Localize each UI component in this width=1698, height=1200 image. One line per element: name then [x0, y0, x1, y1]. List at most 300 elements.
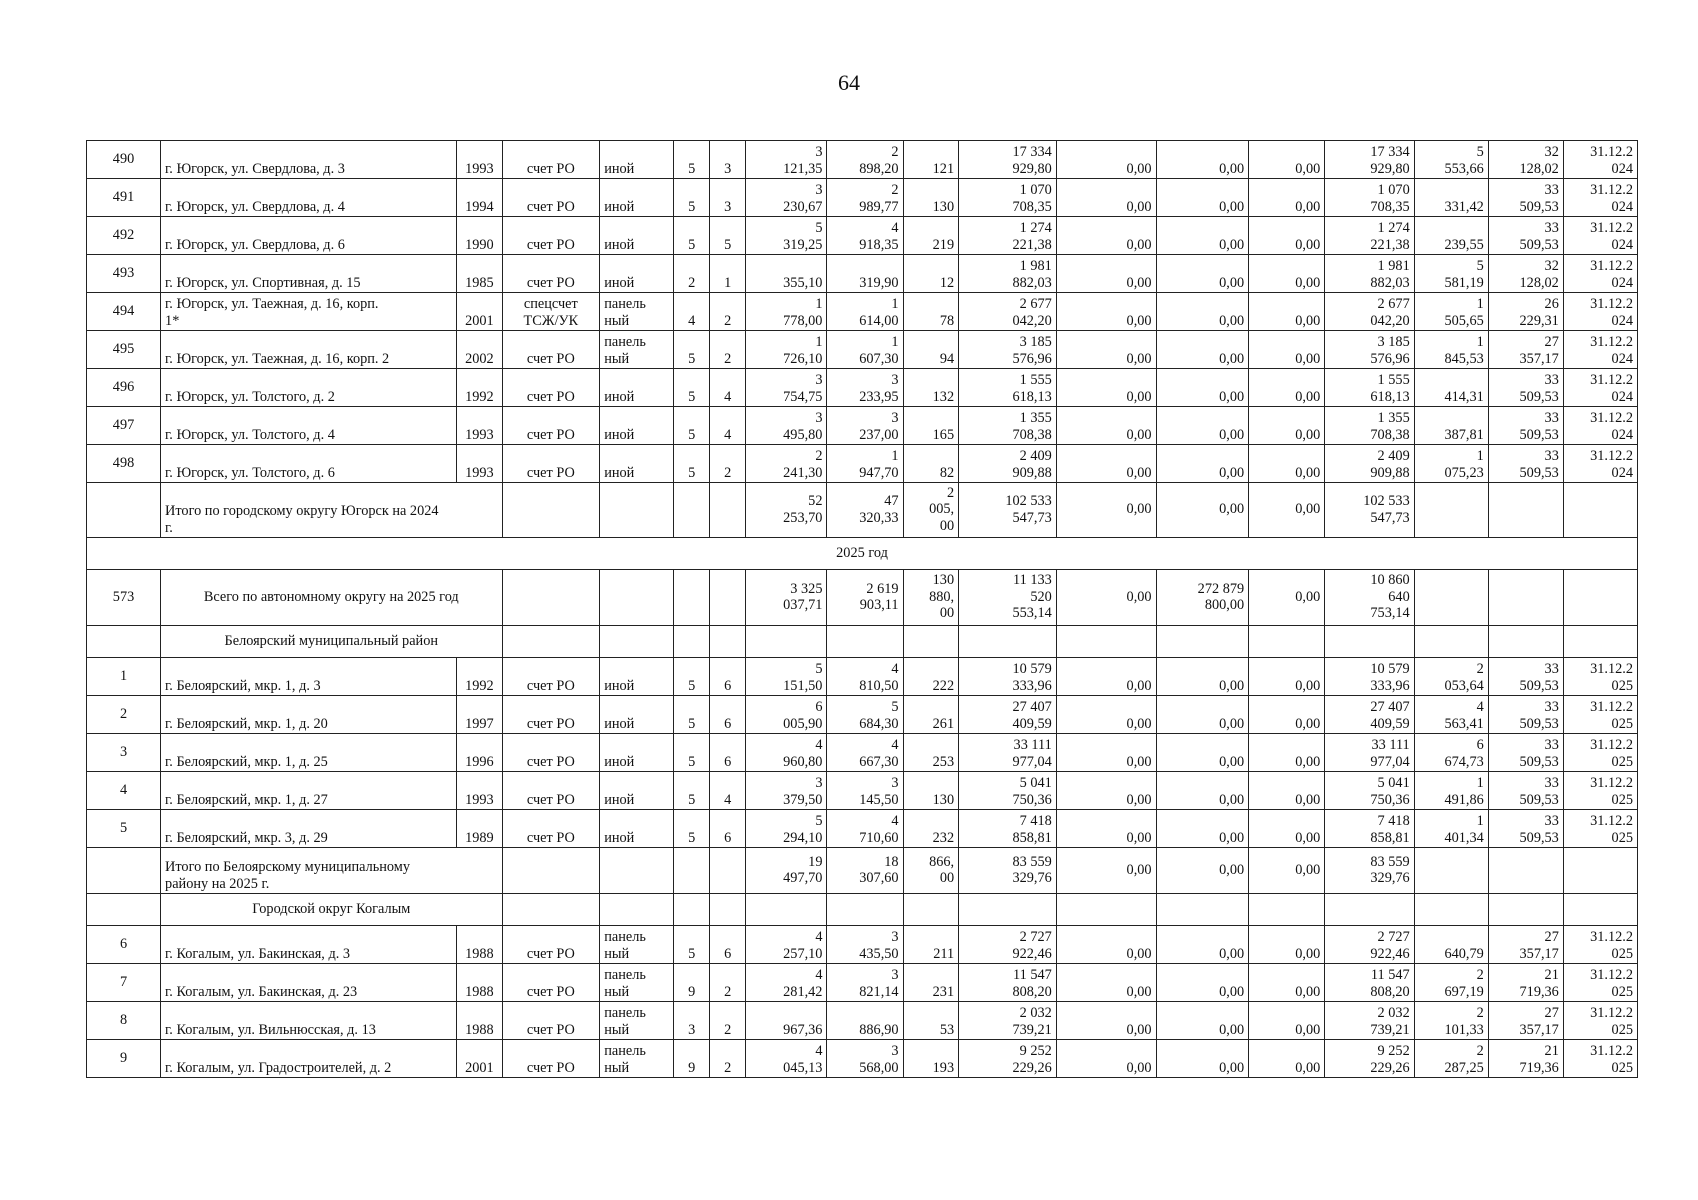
empty-cell [1249, 894, 1325, 926]
residents-cell: 866, 00 [903, 848, 959, 894]
total-area-cell: 4 281,42 [746, 964, 827, 1002]
floors-cell: 2 [674, 255, 710, 293]
year-cell: 1992 [457, 369, 502, 407]
entrances-cell: 2 [710, 964, 746, 1002]
year-cell: 1993 [457, 445, 502, 483]
total-area-cell: 3 230,67 [746, 179, 827, 217]
completion-date-cell: 31.12.2 024 [1563, 331, 1637, 369]
empty-cell [1156, 626, 1249, 658]
cost-total-cell: 1 555 618,13 [959, 369, 1057, 407]
fund-cell: 0,00 [1056, 445, 1156, 483]
section-header-row [87, 894, 1638, 926]
empty-cell [1563, 626, 1637, 658]
account-type-cell: счет РО [502, 369, 600, 407]
cost-total-cell: 11 133 520 553,14 [959, 570, 1057, 626]
floors-cell: 4 [674, 293, 710, 331]
table-row [87, 179, 1638, 217]
total-area-cell: 1 778,00 [746, 293, 827, 331]
section-header-row [87, 626, 1638, 658]
table-row [87, 141, 1638, 179]
cost-total-cell: 2 409 909,88 [959, 445, 1057, 483]
living-area-cell: 4 710,60 [827, 810, 903, 848]
living-area-cell: 5 684,30 [827, 696, 903, 734]
empty-cell [710, 483, 746, 538]
address-cell: г. Югорск, ул. Толстого, д. 2 [161, 369, 457, 407]
empty-cell [674, 483, 710, 538]
specific-cost-cell: 1 401,34 [1414, 810, 1488, 848]
completion-date-cell: 31.12.2 024 [1563, 293, 1637, 331]
table-body [87, 141, 1638, 1078]
address-cell: г. Югорск, ул. Таежная, д. 16, корп. 1* [161, 293, 457, 331]
year-cell: 1985 [457, 255, 502, 293]
address-cell: г. Когалым, ул. Градостроителей, д. 2 [161, 1040, 457, 1078]
living-area-cell: 886,90 [827, 1002, 903, 1040]
empty-cell [674, 626, 710, 658]
max-cost-cell: 27 357,17 [1488, 331, 1563, 369]
local-budget-cell: 0,00 [1249, 848, 1325, 894]
completion-date-cell: 31.12.2 025 [1563, 926, 1637, 964]
empty-cell [600, 848, 674, 894]
cost-total-cell: 1 981 882,03 [959, 255, 1057, 293]
fund-cell: 0,00 [1056, 407, 1156, 445]
account-type-cell: счет РО [502, 810, 600, 848]
wall-material-cell: панель ный [600, 926, 674, 964]
owners-funds-cell: 2 409 909,88 [1325, 445, 1414, 483]
row-number: 496 [87, 369, 161, 407]
table-row [87, 1002, 1638, 1040]
total-area-cell: 5 294,10 [746, 810, 827, 848]
floors-cell: 5 [674, 772, 710, 810]
max-cost-cell: 33 509,53 [1488, 407, 1563, 445]
total-area-cell: 6 005,90 [746, 696, 827, 734]
empty-cell [1488, 894, 1563, 926]
address-cell: г. Югорск, ул. Свердлова, д. 3 [161, 141, 457, 179]
floors-cell: 5 [674, 658, 710, 696]
cost-total-cell: 1 355 708,38 [959, 407, 1057, 445]
owners-funds-cell: 9 252 229,26 [1325, 1040, 1414, 1078]
completion-date-cell: 31.12.2 024 [1563, 255, 1637, 293]
empty-cell [710, 570, 746, 626]
total-area-cell: 4 960,80 [746, 734, 827, 772]
table-row [87, 445, 1638, 483]
empty-cell [1249, 626, 1325, 658]
wall-material-cell: иной [600, 369, 674, 407]
entrances-cell: 6 [710, 696, 746, 734]
entrances-cell: 3 [710, 179, 746, 217]
table-row [87, 810, 1638, 848]
floors-cell: 5 [674, 407, 710, 445]
entrances-cell: 4 [710, 772, 746, 810]
living-area-cell: 4 918,35 [827, 217, 903, 255]
total-area-cell: 19 497,70 [746, 848, 827, 894]
local-budget-cell: 0,00 [1249, 483, 1325, 538]
year-heading: 2025 год [87, 538, 1638, 570]
account-type-cell: счет РО [502, 964, 600, 1002]
wall-material-cell: панель ный [600, 964, 674, 1002]
page-number: 64 [838, 70, 860, 95]
account-type-cell: счет РО [502, 331, 600, 369]
fund-cell: 0,00 [1056, 483, 1156, 538]
owners-funds-cell: 5 041 750,36 [1325, 772, 1414, 810]
floors-cell: 5 [674, 926, 710, 964]
owners-funds-cell: 1 355 708,38 [1325, 407, 1414, 445]
year-cell: 2001 [457, 293, 502, 331]
living-area-cell: 3 568,00 [827, 1040, 903, 1078]
empty-cell [1056, 626, 1156, 658]
max-cost-cell: 33 509,53 [1488, 217, 1563, 255]
completion-date-cell: 31.12.2 024 [1563, 141, 1637, 179]
wall-material-cell: иной [600, 179, 674, 217]
cost-total-cell: 11 547 808,20 [959, 964, 1057, 1002]
total-area-cell: 355,10 [746, 255, 827, 293]
completion-date-cell: 31.12.2 025 [1563, 810, 1637, 848]
address-cell: г. Югорск, ул. Свердлова, д. 4 [161, 179, 457, 217]
budget-cell: 0,00 [1156, 483, 1249, 538]
completion-date-cell: 31.12.2 025 [1563, 734, 1637, 772]
max-cost-cell: 21 719,36 [1488, 964, 1563, 1002]
specific-cost-cell: 331,42 [1414, 179, 1488, 217]
residents-cell: 219 [903, 217, 959, 255]
year-cell: 1988 [457, 964, 502, 1002]
residents-cell: 132 [903, 369, 959, 407]
completion-date-cell: 31.12.2 024 [1563, 369, 1637, 407]
local-budget-cell: 0,00 [1249, 331, 1325, 369]
max-cost-cell: 33 509,53 [1488, 696, 1563, 734]
okrug-total-label: Всего по автономному округу на 2025 год [161, 570, 502, 626]
budget-cell: 0,00 [1156, 1002, 1249, 1040]
account-type-cell: счет РО [502, 141, 600, 179]
empty-cell [674, 848, 710, 894]
cost-total-cell: 17 334 929,80 [959, 141, 1057, 179]
entrances-cell: 6 [710, 810, 746, 848]
specific-cost-cell: 6 674,73 [1414, 734, 1488, 772]
address-cell: г. Белоярский, мкр. 1, д. 27 [161, 772, 457, 810]
fund-cell: 0,00 [1056, 293, 1156, 331]
address-cell: г. Когалым, ул. Вильнюсская, д. 13 [161, 1002, 457, 1040]
budget-cell: 0,00 [1156, 293, 1249, 331]
row-number: 7 [87, 964, 161, 1002]
living-area-cell: 1 947,70 [827, 445, 903, 483]
living-area-cell: 1 607,30 [827, 331, 903, 369]
fund-cell: 0,00 [1056, 1002, 1156, 1040]
owners-funds-cell: 7 418 858,81 [1325, 810, 1414, 848]
fund-cell: 0,00 [1056, 217, 1156, 255]
specific-cost-cell: 1 075,23 [1414, 445, 1488, 483]
entrances-cell: 5 [710, 217, 746, 255]
floors-cell: 5 [674, 179, 710, 217]
max-cost-cell: 33 509,53 [1488, 810, 1563, 848]
empty-cell [674, 570, 710, 626]
table-row [87, 369, 1638, 407]
empty-cell [710, 626, 746, 658]
entrances-cell: 6 [710, 734, 746, 772]
empty-cell [1563, 894, 1637, 926]
owners-funds-cell: 11 547 808,20 [1325, 964, 1414, 1002]
specific-cost-cell: 2 697,19 [1414, 964, 1488, 1002]
cost-total-cell: 1 274 221,38 [959, 217, 1057, 255]
wall-material-cell: иной [600, 407, 674, 445]
table-row [87, 217, 1638, 255]
residents-cell: 12 [903, 255, 959, 293]
max-cost-cell: 21 719,36 [1488, 1040, 1563, 1078]
local-budget-cell: 0,00 [1249, 658, 1325, 696]
budget-cell: 0,00 [1156, 217, 1249, 255]
row-number: 573 [87, 570, 161, 626]
owners-funds-cell: 102 533 547,73 [1325, 483, 1414, 538]
year-cell: 1996 [457, 734, 502, 772]
owners-funds-cell: 83 559 329,76 [1325, 848, 1414, 894]
empty-cell [1414, 626, 1488, 658]
empty-cell [1563, 848, 1637, 894]
empty-cell [502, 626, 600, 658]
entrances-cell: 2 [710, 1002, 746, 1040]
max-cost-cell: 26 229,31 [1488, 293, 1563, 331]
owners-funds-cell: 27 407 409,59 [1325, 696, 1414, 734]
empty-cell [87, 848, 161, 894]
living-area-cell: 1 614,00 [827, 293, 903, 331]
local-budget-cell: 0,00 [1249, 293, 1325, 331]
account-type-cell: счет РО [502, 926, 600, 964]
cost-total-cell: 3 185 576,96 [959, 331, 1057, 369]
empty-cell [87, 626, 161, 658]
wall-material-cell: панель ный [600, 331, 674, 369]
living-area-cell: 3 145,50 [827, 772, 903, 810]
account-type-cell: счет РО [502, 734, 600, 772]
table-row [87, 1040, 1638, 1078]
cost-total-cell: 5 041 750,36 [959, 772, 1057, 810]
fund-cell: 0,00 [1056, 696, 1156, 734]
local-budget-cell: 0,00 [1249, 1040, 1325, 1078]
capital-repair-register-table [86, 140, 1638, 1078]
address-cell: г. Югорск, ул. Свердлова, д. 6 [161, 217, 457, 255]
cost-total-cell: 102 533 547,73 [959, 483, 1057, 538]
completion-date-cell: 31.12.2 025 [1563, 696, 1637, 734]
residents-cell: 211 [903, 926, 959, 964]
entrances-cell: 4 [710, 369, 746, 407]
cost-total-cell: 7 418 858,81 [959, 810, 1057, 848]
table-row [87, 734, 1638, 772]
cost-total-cell: 2 727 922,46 [959, 926, 1057, 964]
year-cell: 1989 [457, 810, 502, 848]
empty-cell [959, 894, 1057, 926]
empty-cell [1414, 570, 1488, 626]
specific-cost-cell: 414,31 [1414, 369, 1488, 407]
floors-cell: 9 [674, 1040, 710, 1078]
account-type-cell: счет РО [502, 217, 600, 255]
residents-cell: 232 [903, 810, 959, 848]
living-area-cell: 3 237,00 [827, 407, 903, 445]
address-cell: г. Югорск, ул. Толстого, д. 4 [161, 407, 457, 445]
wall-material-cell: иной [600, 696, 674, 734]
entrances-cell: 6 [710, 658, 746, 696]
living-area-cell: 2 619 903,11 [827, 570, 903, 626]
completion-date-cell: 31.12.2 024 [1563, 445, 1637, 483]
local-budget-cell: 0,00 [1249, 1002, 1325, 1040]
owners-funds-cell: 17 334 929,80 [1325, 141, 1414, 179]
living-area-cell: 3 821,14 [827, 964, 903, 1002]
budget-cell: 0,00 [1156, 810, 1249, 848]
budget-cell: 0,00 [1156, 255, 1249, 293]
specific-cost-cell: 5 553,66 [1414, 141, 1488, 179]
local-budget-cell: 0,00 [1249, 810, 1325, 848]
specific-cost-cell: 2 101,33 [1414, 1002, 1488, 1040]
total-area-cell: 3 121,35 [746, 141, 827, 179]
budget-cell: 0,00 [1156, 1040, 1249, 1078]
budget-cell: 0,00 [1156, 179, 1249, 217]
completion-date-cell: 31.12.2 025 [1563, 1040, 1637, 1078]
specific-cost-cell: 2 287,25 [1414, 1040, 1488, 1078]
subtotal-label: Итого по Белоярскому муниципальному району на 2025 г. [161, 848, 502, 894]
empty-cell [1414, 894, 1488, 926]
year-cell: 2001 [457, 1040, 502, 1078]
budget-cell: 0,00 [1156, 445, 1249, 483]
budget-cell: 0,00 [1156, 734, 1249, 772]
entrances-cell: 2 [710, 331, 746, 369]
owners-funds-cell: 33 111 977,04 [1325, 734, 1414, 772]
fund-cell: 0,00 [1056, 964, 1156, 1002]
row-number: 3 [87, 734, 161, 772]
subtotal-label: Итого по городскому округу Югорск на 2024 г. [161, 483, 502, 538]
floors-cell: 5 [674, 141, 710, 179]
empty-cell [1056, 894, 1156, 926]
year-heading-row [87, 538, 1638, 570]
residents-cell: 231 [903, 964, 959, 1002]
owners-funds-cell: 3 185 576,96 [1325, 331, 1414, 369]
row-number: 490 [87, 141, 161, 179]
local-budget-cell: 0,00 [1249, 964, 1325, 1002]
max-cost-cell: 33 509,53 [1488, 369, 1563, 407]
budget-cell: 0,00 [1156, 369, 1249, 407]
residents-cell: 2 005, 00 [903, 483, 959, 538]
table-row [87, 964, 1638, 1002]
empty-cell [903, 894, 959, 926]
max-cost-cell: 27 357,17 [1488, 926, 1563, 964]
owners-funds-cell: 1 274 221,38 [1325, 217, 1414, 255]
section-title: Городской округ Когалым [161, 894, 502, 926]
fund-cell: 0,00 [1056, 926, 1156, 964]
empty-cell [87, 894, 161, 926]
cost-total-cell: 83 559 329,76 [959, 848, 1057, 894]
residents-cell: 130 [903, 179, 959, 217]
local-budget-cell: 0,00 [1249, 141, 1325, 179]
local-budget-cell: 0,00 [1249, 407, 1325, 445]
max-cost-cell: 33 509,53 [1488, 658, 1563, 696]
specific-cost-cell: 1 491,86 [1414, 772, 1488, 810]
owners-funds-cell: 1 981 882,03 [1325, 255, 1414, 293]
wall-material-cell: иной [600, 255, 674, 293]
empty-cell [1325, 626, 1414, 658]
empty-cell [1488, 570, 1563, 626]
empty-cell [1156, 894, 1249, 926]
cost-total-cell: 2 032 739,21 [959, 1002, 1057, 1040]
max-cost-cell: 33 509,53 [1488, 445, 1563, 483]
max-cost-cell: 33 509,53 [1488, 734, 1563, 772]
address-cell: г. Белоярский, мкр. 1, д. 25 [161, 734, 457, 772]
total-area-cell: 5 151,50 [746, 658, 827, 696]
floors-cell: 3 [674, 1002, 710, 1040]
fund-cell: 0,00 [1056, 734, 1156, 772]
entrances-cell: 6 [710, 926, 746, 964]
empty-cell [746, 626, 827, 658]
empty-cell [710, 848, 746, 894]
row-number: 5 [87, 810, 161, 848]
table-row [87, 255, 1638, 293]
year-cell: 1993 [457, 407, 502, 445]
owners-funds-cell: 2 032 739,21 [1325, 1002, 1414, 1040]
row-number: 1 [87, 658, 161, 696]
local-budget-cell: 0,00 [1249, 217, 1325, 255]
total-area-cell: 5 319,25 [746, 217, 827, 255]
table-row [87, 407, 1638, 445]
address-cell: г. Югорск, ул. Толстого, д. 6 [161, 445, 457, 483]
budget-cell: 0,00 [1156, 331, 1249, 369]
living-area-cell: 18 307,60 [827, 848, 903, 894]
row-number: 492 [87, 217, 161, 255]
address-cell: г. Югорск, ул. Таежная, д. 16, корп. 2 [161, 331, 457, 369]
owners-funds-cell: 10 579 333,96 [1325, 658, 1414, 696]
account-type-cell: счет РО [502, 255, 600, 293]
empty-cell [746, 894, 827, 926]
total-area-cell: 3 379,50 [746, 772, 827, 810]
cost-total-cell: 27 407 409,59 [959, 696, 1057, 734]
wall-material-cell: иной [600, 772, 674, 810]
empty-cell [959, 626, 1057, 658]
specific-cost-cell: 4 563,41 [1414, 696, 1488, 734]
empty-cell [87, 483, 161, 538]
table-row [87, 926, 1638, 964]
local-budget-cell: 0,00 [1249, 179, 1325, 217]
residents-cell: 82 [903, 445, 959, 483]
year-cell: 2002 [457, 331, 502, 369]
fund-cell: 0,00 [1056, 331, 1156, 369]
entrances-cell: 4 [710, 407, 746, 445]
empty-cell [502, 894, 600, 926]
specific-cost-cell: 640,79 [1414, 926, 1488, 964]
budget-cell: 0,00 [1156, 772, 1249, 810]
floors-cell: 5 [674, 445, 710, 483]
budget-cell: 0,00 [1156, 926, 1249, 964]
fund-cell: 0,00 [1056, 772, 1156, 810]
specific-cost-cell: 1 505,65 [1414, 293, 1488, 331]
wall-material-cell: иной [600, 810, 674, 848]
account-type-cell: счет РО [502, 1002, 600, 1040]
year-cell: 1993 [457, 772, 502, 810]
local-budget-cell: 0,00 [1249, 369, 1325, 407]
address-cell: г. Белоярский, мкр. 3, д. 29 [161, 810, 457, 848]
row-number: 498 [87, 445, 161, 483]
completion-date-cell: 31.12.2 024 [1563, 407, 1637, 445]
total-area-cell: 52 253,70 [746, 483, 827, 538]
residents-cell: 130 880, 00 [903, 570, 959, 626]
owners-funds-cell: 2 677 042,20 [1325, 293, 1414, 331]
max-cost-cell: 27 357,17 [1488, 1002, 1563, 1040]
empty-cell [600, 894, 674, 926]
living-area-cell: 2 989,77 [827, 179, 903, 217]
account-type-cell: счет РО [502, 1040, 600, 1078]
row-number: 494 [87, 293, 161, 331]
row-number: 497 [87, 407, 161, 445]
empty-cell [903, 626, 959, 658]
specific-cost-cell: 2 053,64 [1414, 658, 1488, 696]
empty-cell [502, 483, 600, 538]
account-type-cell: счет РО [502, 772, 600, 810]
floors-cell: 5 [674, 810, 710, 848]
budget-cell: 0,00 [1156, 141, 1249, 179]
year-cell: 1988 [457, 1002, 502, 1040]
completion-date-cell: 31.12.2 024 [1563, 179, 1637, 217]
local-budget-cell: 0,00 [1249, 570, 1325, 626]
residents-cell: 261 [903, 696, 959, 734]
